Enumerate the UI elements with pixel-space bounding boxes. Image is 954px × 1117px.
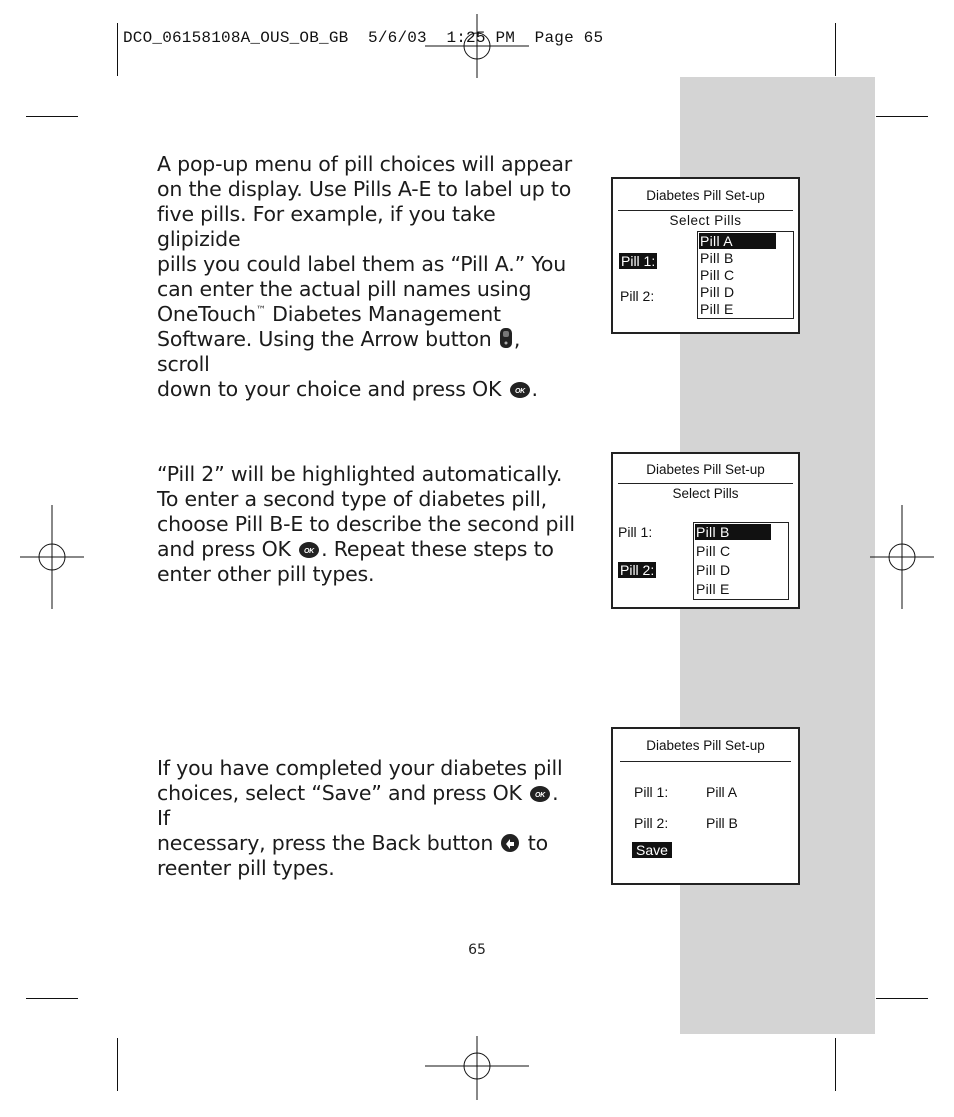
page-number: 65 — [468, 942, 486, 958]
pill-option[interactable]: Pill C — [700, 267, 735, 283]
arrow-button-icon — [499, 327, 513, 349]
pill-option[interactable]: Pill C — [696, 543, 731, 559]
screen-divider — [620, 761, 791, 762]
screen-divider — [618, 210, 793, 211]
text-line: five pills. For example, if you take glipizide — [157, 202, 496, 251]
text-line: choose Pill B-E to describe the second pill — [157, 512, 575, 536]
pill-option[interactable]: Pill E — [700, 301, 734, 317]
screen-divider — [618, 483, 793, 484]
text-line: reenter pill types. — [157, 856, 335, 880]
pill-option-selected[interactable]: Pill B — [695, 524, 771, 540]
pill-1-value: Pill A — [706, 784, 738, 800]
pill-1-label-highlighted: Pill 1: — [621, 253, 656, 269]
meter-screen-save — [611, 727, 800, 885]
meter-screen-select-pill-2 — [611, 452, 800, 609]
text-line: and press OK OK . Repeat these steps to — [157, 537, 554, 561]
screen-subtitle: Select Pills — [672, 486, 739, 501]
text-line: on the display. Use Pills A-E to label up to — [157, 177, 572, 201]
text-line: can enter the actual pill names using — [157, 277, 532, 301]
pill-option[interactable]: Pill B — [700, 250, 734, 266]
pill-2-label: Pill 2: — [634, 815, 669, 831]
screen-title: Diabetes Pill Set-up — [646, 188, 765, 203]
pill-option-selected[interactable]: Pill A — [699, 233, 776, 249]
pill-1-label: Pill 1: — [634, 784, 669, 800]
pill-2-label-highlighted: Pill 2: — [620, 562, 655, 578]
crop-mark — [26, 116, 78, 117]
instruction-paragraph-2 — [157, 462, 577, 587]
trademark-symbol: ™ — [255, 305, 266, 317]
text-line: pills you could label them as “Pill A.” You — [157, 252, 567, 276]
registration-mark-bottom — [425, 1036, 529, 1100]
pill-2-label: Pill 2: — [620, 288, 655, 304]
pill-choice-popup — [697, 231, 794, 319]
svg-text:OK: OK — [535, 792, 546, 799]
printer-slug: DCO_06158108A_OUS_OB_GB 5/6/03 1:25 PM Page 65 — [123, 29, 604, 47]
ok-button-icon — [298, 541, 320, 559]
text-line: If you have completed your diabetes pill — [157, 756, 563, 780]
crop-mark — [26, 998, 78, 999]
text-line: down to your choice and press OK OK . — [157, 377, 538, 401]
screen-title: Diabetes Pill Set-up — [646, 462, 765, 477]
registration-mark-left — [20, 505, 84, 609]
screen-title: Diabetes Pill Set-up — [646, 738, 765, 753]
text-line: OneTouch™ Diabetes Management — [157, 302, 501, 326]
svg-text:OK: OK — [304, 548, 315, 555]
text-line: Software. Using the Arrow button , scroll — [157, 327, 521, 376]
instruction-paragraph-3 — [157, 756, 577, 881]
text-line: A pop-up menu of pill choices will appear — [157, 152, 572, 176]
registration-mark-top — [425, 14, 529, 78]
save-button[interactable]: Save — [632, 842, 672, 858]
crop-mark — [876, 116, 928, 117]
text-line: choices, select “Save” and press OK OK . If — [157, 781, 559, 830]
ok-button-icon — [529, 785, 551, 803]
crop-mark — [117, 23, 118, 76]
pill-1-label: Pill 1: — [618, 524, 653, 540]
pill-option[interactable]: Pill E — [696, 581, 730, 597]
registration-mark-right — [870, 505, 934, 609]
back-button-icon — [500, 833, 520, 853]
crop-mark — [835, 1038, 836, 1091]
text-line: “Pill 2” will be highlighted automatically. — [157, 462, 563, 486]
text-line: necessary, press the Back button to — [157, 831, 548, 855]
svg-text:OK: OK — [514, 388, 525, 395]
text-line: enter other pill types. — [157, 562, 375, 586]
meter-screen-select-pill-1 — [611, 177, 800, 334]
pill-2-value: Pill B — [706, 815, 738, 831]
instruction-paragraph-1 — [157, 152, 577, 402]
pill-option[interactable]: Pill D — [700, 284, 735, 300]
crop-mark — [835, 23, 836, 76]
screen-subtitle: Select Pills — [669, 213, 742, 228]
pill-choice-popup — [693, 522, 789, 600]
crop-mark — [876, 998, 928, 999]
crop-mark — [117, 1038, 118, 1091]
pill-option[interactable]: Pill D — [696, 562, 731, 578]
ok-button-icon — [509, 381, 531, 399]
text-line: To enter a second type of diabetes pill, — [157, 487, 547, 511]
